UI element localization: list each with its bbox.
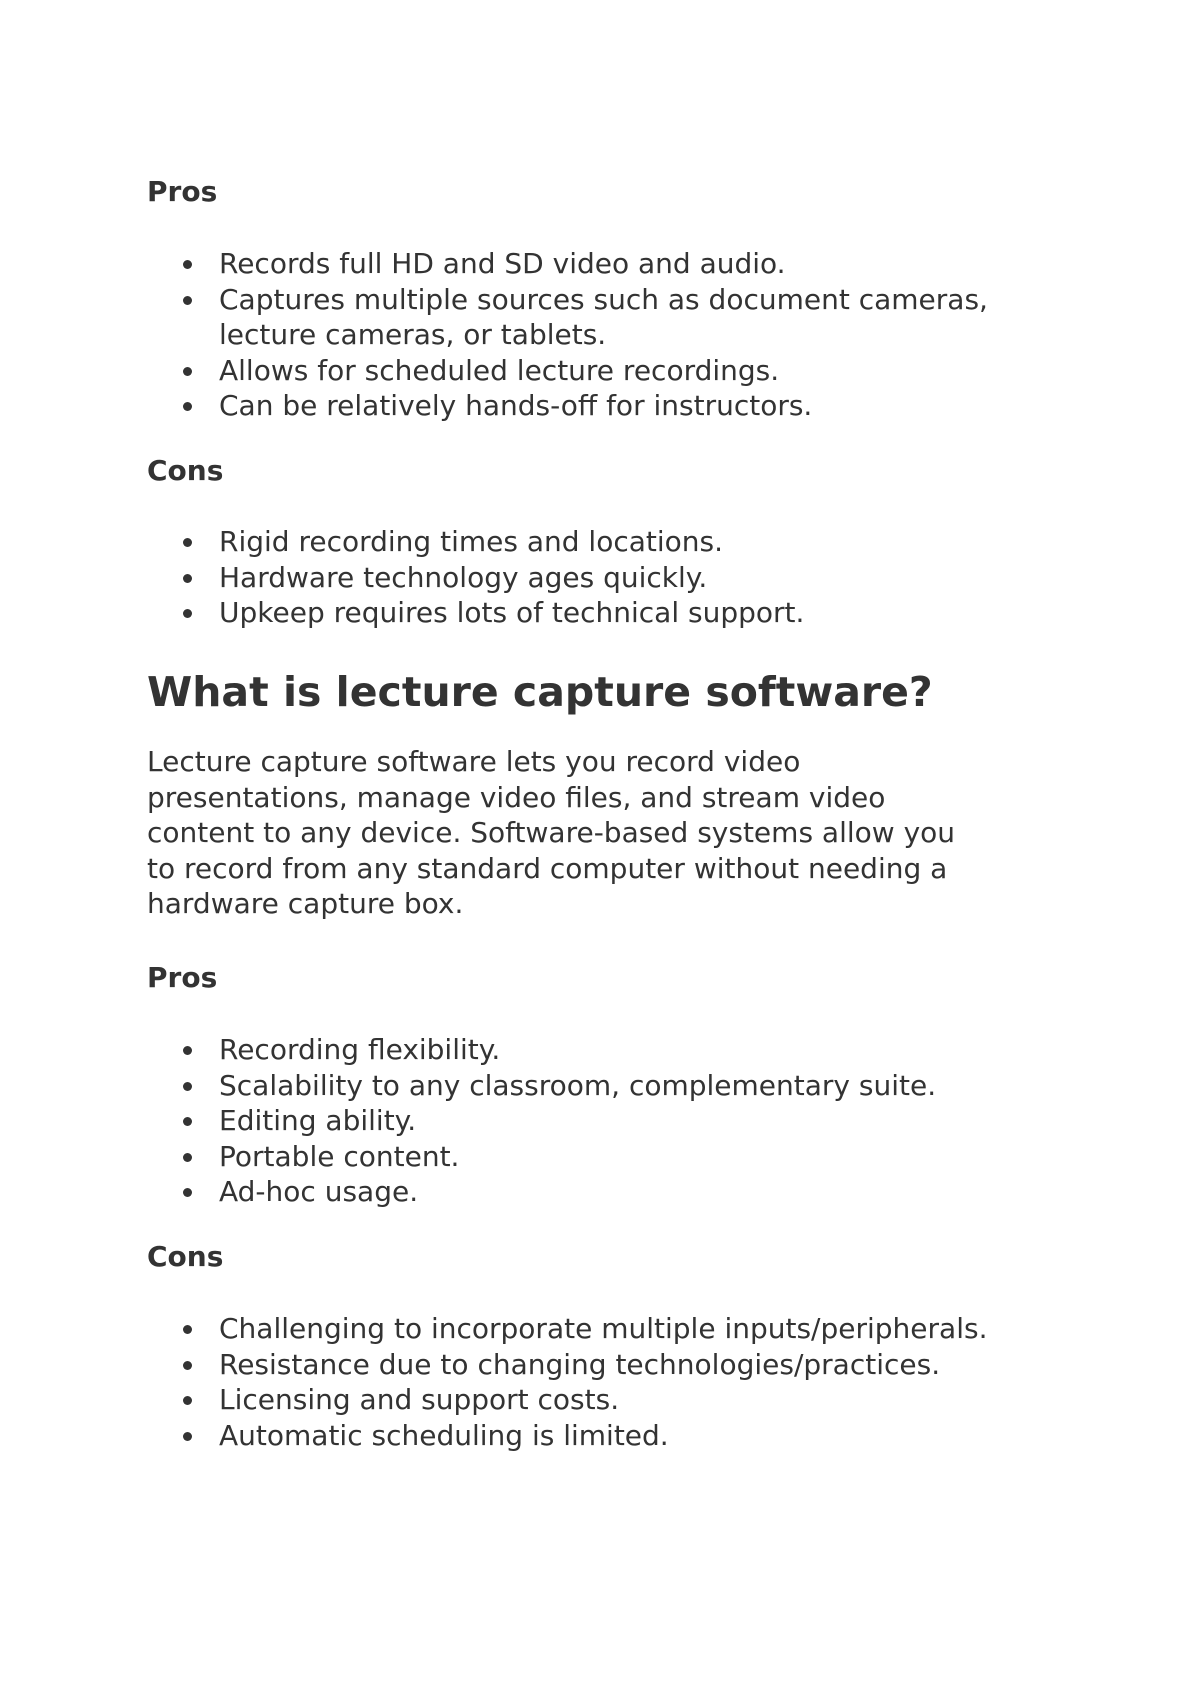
hardware-pros-list (147, 246, 1087, 424)
list-item: Scalability to any classroom, complementary suite. (147, 1068, 1087, 1104)
list-item: Upkeep requires lots of technical support. (147, 595, 1087, 631)
bullet-icon (183, 1153, 192, 1162)
bullet-icon (183, 1117, 192, 1126)
software-intro-paragraph: Lecture capture software lets you record video presentations, manage video files, and stream video content to any device. Software-based systems allow you to record from any standard computer without needing a hardware capture box. (147, 745, 956, 920)
bullet-icon (183, 1325, 192, 1334)
list-item: Recording flexibility. (147, 1032, 1087, 1068)
list-item: Challenging to incorporate multiple inputs/peripherals. (147, 1311, 1087, 1347)
software-cons-list (147, 1311, 1087, 1453)
software-pros-list (147, 1032, 1087, 1210)
bullet-icon (183, 1082, 192, 1091)
list-item: Portable content. (147, 1139, 1087, 1175)
list-item: Hardware technology ages quickly. (147, 560, 1087, 596)
bullet-icon (183, 1361, 192, 1370)
bullet-icon (183, 1188, 192, 1197)
hardware-cons-list (147, 524, 1087, 631)
bullet-icon (183, 609, 192, 618)
list-item: Ad-hoc usage. (147, 1174, 1087, 1210)
software-cons-heading: Cons (147, 1240, 224, 1273)
list-item: Automatic scheduling is limited. (147, 1418, 1087, 1454)
list-item: Rigid recording times and locations. (147, 524, 1087, 560)
software-pros-heading: Pros (147, 961, 218, 994)
bullet-icon (183, 367, 192, 376)
bullet-icon (183, 1396, 192, 1405)
list-item: Resistance due to changing technologies/practices. (147, 1347, 1087, 1383)
list-item: Records full HD and SD video and audio. (147, 246, 1087, 282)
bullet-icon (183, 1046, 192, 1055)
software-section-title: What is lecture capture software? (147, 668, 933, 716)
list-item: Allows for scheduled lecture recordings. (147, 353, 1087, 389)
list-item: Can be relatively hands-off for instructors. (147, 388, 1087, 424)
bullet-icon (183, 538, 192, 547)
list-item: Editing ability. (147, 1103, 1087, 1139)
list-item: Licensing and support costs. (147, 1382, 1087, 1418)
bullet-icon (183, 260, 192, 269)
hardware-cons-heading: Cons (147, 454, 224, 487)
bullet-icon (183, 574, 192, 583)
hardware-pros-heading: Pros (147, 175, 218, 208)
bullet-icon (183, 1432, 192, 1441)
list-item: Captures multiple sources such as document cameras, lecture cameras, or tablets. (147, 282, 1087, 353)
bullet-icon (183, 402, 192, 411)
bullet-icon (183, 296, 192, 305)
